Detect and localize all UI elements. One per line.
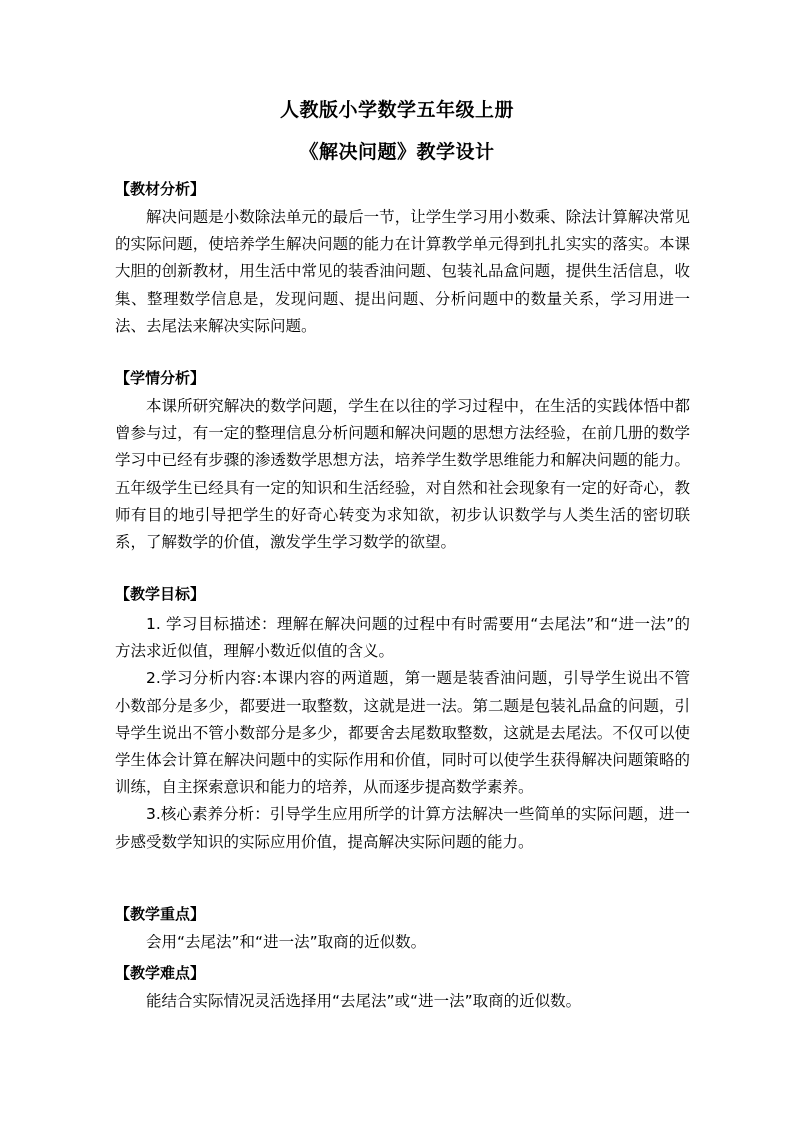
goal-item-2: 2.学习分析内容:本课内容的两道题，第一题是装香油问题，引导学生说出不管小数部分是多少，都要进一取整数，这就是进一法。第二题是包装礼品盒的问题，引导学生说出不管小数部分是多少，都要舍去尾数取整数，这就是去尾法。不仅可以使学生体会计算在解决问题中的实际作用和价值，同时可以使学生获得解决问题策略的训练，自主探索意识和能力的培养，从而逐步提高数学素养。: [115, 669, 690, 797]
document-title: 人教版小学数学五年级上册: [279, 99, 514, 121]
section-difficulties: [115, 962, 690, 1015]
goal-item-1: 1. 学习目标描述：理解在解决问题的过程中有时需要用“去尾法”和“进一法”的方法求近似值，理解小数近似值的含义。: [115, 615, 690, 661]
section-student-analysis: [115, 367, 690, 556]
section-heading: 【学情分析】: [115, 369, 206, 387]
section-teaching-goals: [115, 583, 690, 856]
document-subtitle: 《解决问题》教学设计: [299, 141, 495, 163]
goal-item-3: 3.核心素养分析：引导学生应用所学的计算方法解决一些简单的实际问题，进一步感受数学知识的实际应用价值，提高解决实际问题的能力。: [115, 805, 690, 851]
section-key-points: [115, 903, 690, 956]
section-heading: 【教材分析】: [115, 180, 206, 198]
section-heading: 【教学目标】: [115, 585, 206, 603]
section-paragraph: 解决问题是小数除法单元的最后一节，让学生学习用小数乘、除法计算解决常见的实际问题，使培养学生解决问题的能力在计算教学单元得到扎扎实实的落实。本课大胆的创新教材，用生活中常见的装香油问题、包装礼品盒问题，提供生活信息，收集、整理数学信息是，发现问题、提出问题、分析问题中的数量关系，学习用进一法、去尾法来解决实际问题。: [115, 208, 690, 335]
section-heading: 【教学难点】: [115, 964, 206, 982]
section-paragraph: 本课所研究解决的数学问题，学生在以往的学习过程中，在生活的实践体悟中都曾参与过，有一定的整理信息分析问题和解决问题的思想方法经验，在前几册的数学学习中已经有步骤的渗透数学思想方法，培养学生数学思维能力和解决问题的能力。五年级学生已经具有一定的知识和生活经验，对自然和社会现象有一定的好奇心，教师有目的地引导把学生的好奇心转变为求知欲，初步认识数学与人类生活的密切联系，了解数学的价值，激发学生学习数学的欲望。: [115, 397, 690, 552]
section-paragraph: 会用“去尾法”和“进一法”取商的近似数。: [146, 933, 427, 951]
section-material-analysis: [115, 178, 690, 340]
section-paragraph: 能结合实际情况灵活选择用“去尾法”或“进一法”取商的近似数。: [146, 992, 582, 1010]
section-heading: 【教学重点】: [115, 905, 206, 923]
